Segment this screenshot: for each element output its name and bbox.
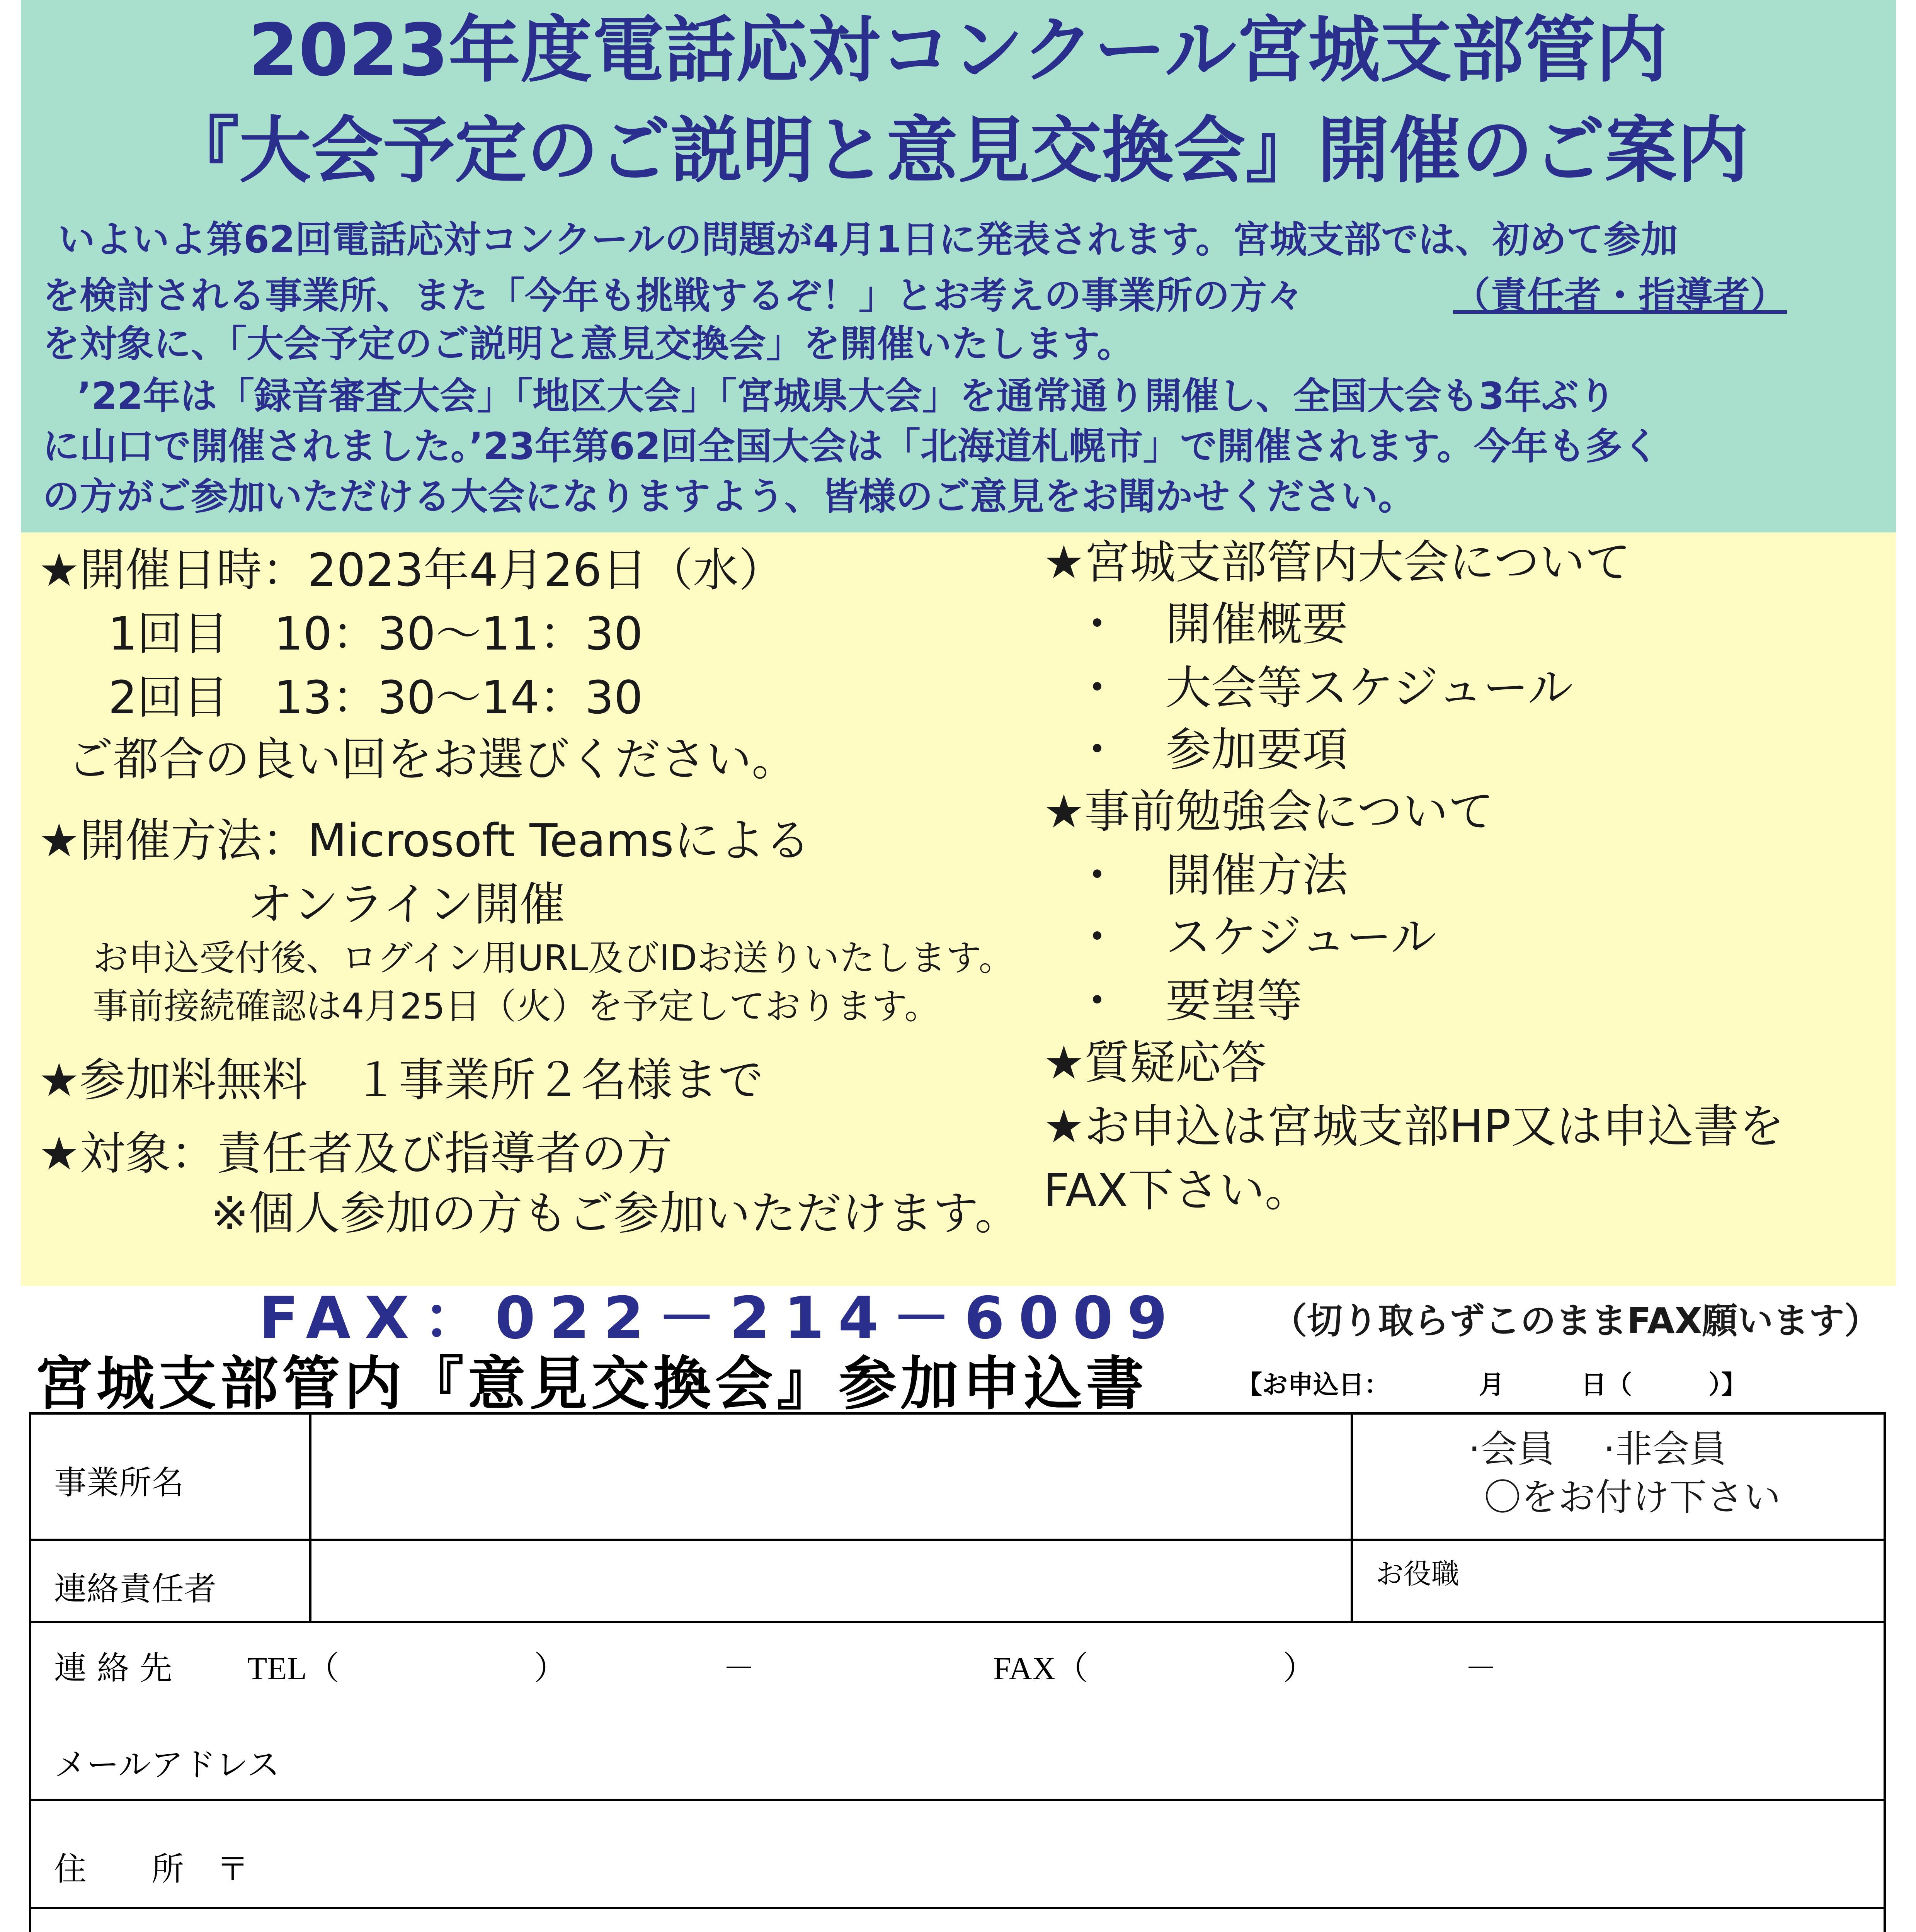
contact-person-field[interactable] bbox=[317, 1544, 1345, 1617]
event-datetime: ★開催日時：2023年4月26日（水） bbox=[39, 543, 784, 597]
individual-note: ※個人参加の方もご参加いただけます。 bbox=[211, 1187, 1021, 1240]
address-label[interactable]: 住 所 〒 bbox=[54, 1850, 249, 1888]
fax-dash: － bbox=[1465, 1649, 1497, 1687]
event-method-online: オンライン開催 bbox=[247, 878, 565, 931]
session-1-time: 1回目 10：30～11：30 bbox=[108, 607, 643, 660]
position-label: お役職 bbox=[1376, 1558, 1460, 1590]
member-options[interactable]: ·会員 ·非会員 bbox=[1468, 1427, 1727, 1471]
intro-line-3: を対象に、「大会予定のご説明と意見交換会」を開催いたします。 bbox=[43, 322, 1134, 366]
agenda-heading-2: ★事前勉強会について bbox=[1043, 785, 1494, 838]
company-field[interactable] bbox=[317, 1416, 1345, 1536]
col-divider bbox=[1351, 1412, 1353, 1621]
agenda-heading-3: ★質疑応答 bbox=[1043, 1036, 1267, 1089]
event-method: ★開催方法：Microsoft Teamsによる bbox=[39, 814, 811, 867]
choose-session-note: ご都合の良い回をお選びください。 bbox=[68, 733, 798, 786]
row-divider bbox=[29, 1799, 1886, 1801]
apply-note: ★お申込は宮城支部HP又は申込書を bbox=[1043, 1100, 1785, 1153]
member-note: 〇をお付け下さい bbox=[1484, 1476, 1781, 1519]
fee-note: ★参加料無料 １事業所２名様まで bbox=[39, 1053, 764, 1107]
intro-underlined: （責任者・指導者） bbox=[1453, 274, 1787, 317]
email-label[interactable]: メールアドレス bbox=[54, 1746, 280, 1784]
intro-line-4: ’22年は「録音審査大会」「地区大会」「宮城県大会」を通常通り開催し、全国大会も3年ぶり bbox=[77, 374, 1616, 418]
form-title: 宮城支部管内『意見交換会』参加申込書 bbox=[35, 1350, 1148, 1418]
title-line-1: 2023年度電話応対コンクール宮城支部管内 bbox=[248, 8, 1668, 92]
fax-number: FAX：022－214－6009 bbox=[259, 1285, 1181, 1352]
agenda-item: ・ 大会等スケジュール bbox=[1074, 661, 1573, 714]
agenda-heading-1: ★宮城支部管内大会について bbox=[1043, 536, 1631, 589]
row-divider bbox=[29, 1621, 1886, 1623]
agenda-item: ・ 開催概要 bbox=[1074, 597, 1348, 651]
col-divider bbox=[309, 1412, 311, 1621]
intro-line-5: に山口で開催されました。’23年第62回全国大会は「北海道札幌市」で開催されます。今年も多く bbox=[43, 425, 1659, 468]
connection-check-note: 事前接続確認は4月25日（火）を予定しております。 bbox=[93, 986, 940, 1027]
row-divider bbox=[29, 1907, 1886, 1909]
contact-label: 連 絡 先 bbox=[54, 1649, 172, 1687]
session-2-time: 2回目 13：30～14：30 bbox=[108, 671, 643, 724]
company-label: 事業所名 bbox=[54, 1464, 184, 1502]
agenda-item: ・ 参加要項 bbox=[1074, 723, 1348, 776]
apply-note-2: FAX下さい。 bbox=[1043, 1163, 1310, 1217]
application-date: 【お申込日： 月 日（ ）】 bbox=[1237, 1370, 1747, 1400]
agenda-item: ・ スケジュール bbox=[1074, 910, 1436, 964]
agenda-item: ・ 開催方法 bbox=[1074, 849, 1348, 902]
title-line-2: 『大会予定のご説明と意見交換会』開催のご案内 bbox=[167, 109, 1749, 192]
tel-dash: － bbox=[723, 1649, 756, 1687]
contact-person-label: 連絡責任者 bbox=[54, 1570, 217, 1608]
target-note: ★対象：責任者及び指導者の方 bbox=[39, 1127, 672, 1180]
login-note: お申込受付後、ログイン用URL及びIDお送りいたします。 bbox=[93, 937, 1014, 979]
fax-note: （切り取らずこのままFAX願います） bbox=[1271, 1300, 1880, 1342]
fax-field-label[interactable]: FAX（ ） bbox=[993, 1651, 1315, 1687]
tel-label[interactable]: TEL（ ） bbox=[247, 1651, 567, 1687]
agenda-item: ・ 要望等 bbox=[1074, 974, 1303, 1027]
intro-line-6: の方がご参加いただける大会になりますよう、皆様のご意見をお聞かせください。 bbox=[43, 475, 1415, 518]
row-divider bbox=[29, 1539, 1886, 1541]
intro-line-2: を検討される事業所、また「今年も挑戦するぞ！」とお考えの事業所の方々 bbox=[43, 274, 1304, 317]
intro-line-1: いよいよ第62回電話応対コンクールの問題が4月1日に発表されます。宮城支部では、初めて参加 bbox=[58, 218, 1678, 261]
